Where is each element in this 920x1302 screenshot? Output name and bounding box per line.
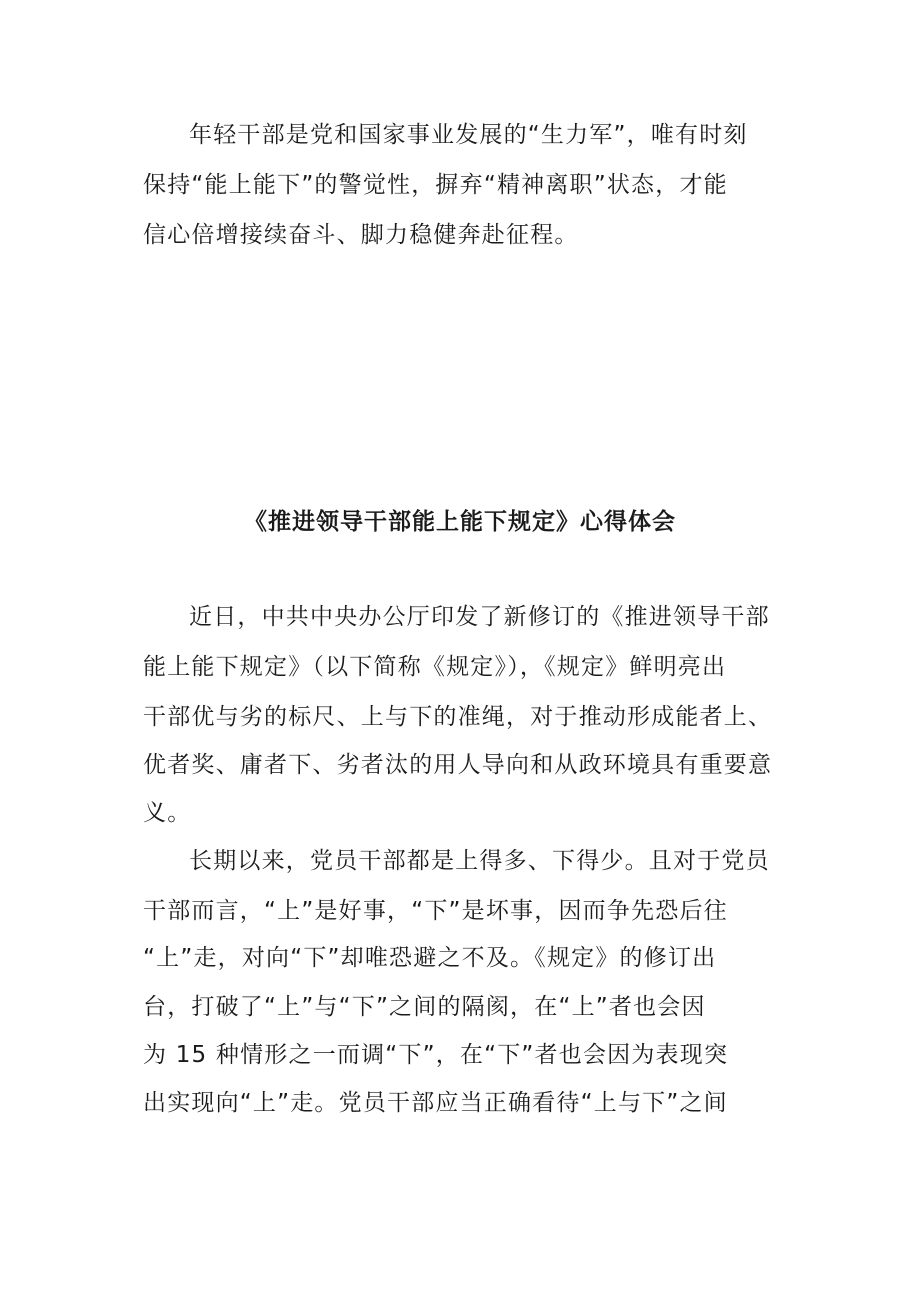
paragraph-2-line-1: 长期以来，党员干部都是上得多、下得少。且对于党员: [189, 848, 770, 874]
paragraph-1-line-2: 能上能下规定》（以下简称《规定》），《规定》鲜明亮出: [143, 654, 727, 680]
paragraph-2-line-2: 干部而言，“上”是好事，“下”是坏事，因而争先恐后往: [143, 898, 728, 924]
paragraph-1-line-5: 义。: [143, 800, 192, 826]
paragraph-2-line-5: 为 15 种情形之一而调“下”，在“下”者也会因为表现突: [143, 1042, 729, 1068]
paragraph-1-line-1: 近日，中共中央办公厅印发了新修订的《推进领导干部: [189, 604, 770, 630]
intro-line-1: 年轻干部是党和国家事业发展的“生力军”，唯有时刻: [189, 122, 748, 148]
article-title: 《推进领导干部能上能下规定》心得体会: [244, 509, 676, 535]
paragraph-1-line-3: 干部优与劣的标尺、上与下的准绳，对于推动形成能者上、: [143, 704, 773, 730]
paragraph-2-line-3: “上”走，对向“下”却唯恐避之不及。《规定》的修订出: [143, 945, 717, 971]
intro-line-2: 保持“能上能下”的警觉性，摒弃“精神离职”状态，才能: [143, 172, 728, 198]
paragraph-1-line-4: 优者奖、庸者下、劣者汰的用人导向和从政环境具有重要意: [143, 752, 773, 778]
paragraph-2-line-6: 出实现向“上”走。党员干部应当正确看待“上与下”之间: [143, 1090, 728, 1116]
paragraph-2-line-4: 台，打破了“上”与“下”之间的隔阂，在“上”者也会因: [143, 994, 706, 1020]
intro-line-3: 信心倍增接续奋斗、脚力稳健奔赴征程。: [143, 222, 579, 248]
